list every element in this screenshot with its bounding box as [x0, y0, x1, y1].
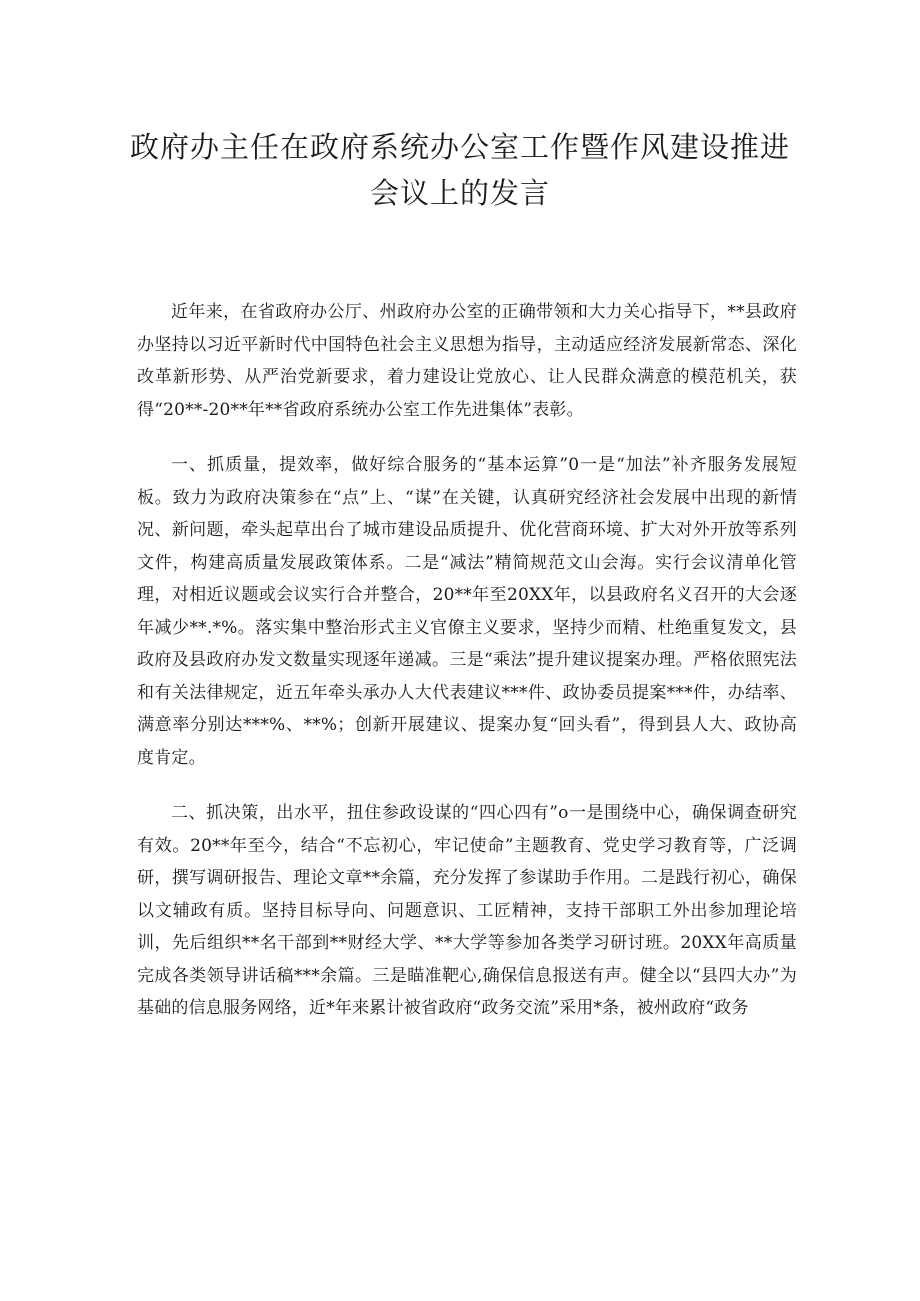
paragraph-section-one: 一、抓质量，提效率，做好综合服务的“基本运算”0一是“加法”补齐服务发展短板。致力为政府决策参在“点”上、“谋”在关键，认真研究经济社会发展中出现的新情况、新问题，牵头起草出台了城市建设品质提升、优化营商环境、扩大对外开放等系列文件，构建高质量发展政策体系。二是“减法”精简规范文山会海。实行会议清单化管理，对相近议题或会议实行合并整合，20**年至20XX年，以县政府名义召开的大会逐年减少**.*%。落实集中整治形式主义官僚主义要求，坚持少而精、杜绝重复发文，县政府及县政府办发文数量实现逐年递减。三是“乘法”提升建议提案办理。严格依照宪法和有关法律规定，近五年牵头承办人大代表建议***件、政协委员提案***件，办结率、满意率分别达***%、**%；创新开展建议、提案办复“回头看”，得到县人大、政协高度肯定。 — [137, 455, 797, 768]
document-title: 政府办主任在政府系统办公室工作暨作风建设推进会议上的发言 — [130, 130, 791, 210]
paragraph-intro: 近年来，在省政府办公厅、州政府办公室的正确带领和大力关心指导下，**县政府办坚持以习近平新时代中国特色社会主义思想为指导，主动适应经济发展新常态、深化改革新形势、从严治党新要求，着力建设让党放心、让人民群众满意的模范机关，获得“20**-20**年**省政府系统办公室工作先进集体”表彰。 — [137, 302, 797, 420]
paragraph-section-two: 二、抓决策，出水平，扭住参政设谋的“四心四有”o一是围绕中心，确保调查研究有效。20**年至今，结合“不忘初心，牢记使命”主题教育、党史学习教育等，广泛调研，撰写调研报告、理论文章**余篇，充分发挥了参谋助手作用。二是践行初心，确保以文辅政有质。坚持目标导向、问题意识、工匠精神，支持干部职工外出参加理论培训，先后组织**名干部到**财经大学、**大学等参加各类学习研讨班。20XX年高质量完成各类领导讲话稿***余篇。三是瞄准靶心,确保信息报送有声。健全以“县四大办”为基础的信息服务网络，近*年来累计被省政府“政务交流”采用*条，被州政府“政务 — [137, 803, 797, 1018]
document-body — [137, 296, 797, 1048]
